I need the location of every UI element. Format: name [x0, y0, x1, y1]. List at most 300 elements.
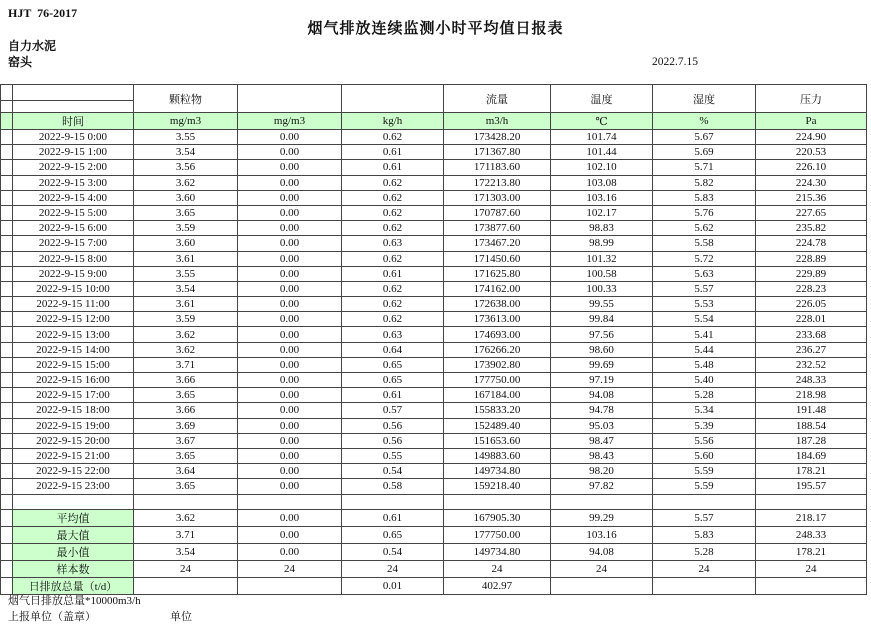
value-cell: 0.62	[342, 297, 444, 312]
value-cell: 5.56	[653, 433, 756, 448]
time-cell: 2022-9-15 1:00	[13, 145, 134, 160]
value-cell	[653, 494, 756, 509]
value-cell: 0.00	[238, 297, 342, 312]
left-gutter	[1, 327, 13, 342]
data-row	[1, 357, 867, 372]
value-cell: 155833.20	[444, 403, 551, 418]
left-gutter	[1, 312, 13, 327]
time-cell: 2022-9-15 13:00	[13, 327, 134, 342]
value-cell: 191.48	[756, 403, 867, 418]
value-cell: 0.55	[342, 448, 444, 463]
value-cell: 3.71	[134, 357, 238, 372]
unit-row	[1, 113, 867, 130]
value-cell: 215.36	[756, 190, 867, 205]
value-cell: 5.40	[653, 373, 756, 388]
value-cell: 97.56	[551, 327, 653, 342]
value-cell: 0.64	[342, 342, 444, 357]
left-gutter	[1, 85, 13, 101]
value-cell: 5.53	[653, 297, 756, 312]
value-cell: 5.62	[653, 221, 756, 236]
value-cell: 159218.40	[444, 479, 551, 494]
value-cell: 3.65	[134, 479, 238, 494]
left-gutter	[1, 509, 13, 526]
time-cell: 2022-9-15 9:00	[13, 266, 134, 281]
left-gutter	[1, 221, 13, 236]
data-row	[1, 403, 867, 418]
value-cell: 0.00	[238, 388, 342, 403]
value-cell: 3.62	[134, 342, 238, 357]
data-row	[1, 342, 867, 357]
value-cell: 100.33	[551, 281, 653, 296]
value-cell: 98.43	[551, 448, 653, 463]
data-row	[1, 297, 867, 312]
unit-mgm3-2: mg/m3	[238, 113, 342, 130]
page-title: 烟气排放连续监测小时平均值日报表	[307, 21, 564, 37]
data-row	[1, 160, 867, 175]
left-gutter	[1, 494, 13, 509]
value-cell: 228.23	[756, 281, 867, 296]
value-cell	[551, 494, 653, 509]
value-cell: 0.63	[342, 327, 444, 342]
time-cell	[13, 494, 134, 509]
value-cell: 178.21	[756, 543, 867, 560]
value-cell: 3.65	[134, 448, 238, 463]
value-cell: 0.62	[342, 221, 444, 236]
value-cell: 232.52	[756, 357, 867, 372]
summary-label: 日排放总量（t/d）	[13, 577, 134, 594]
value-cell	[238, 577, 342, 594]
value-cell: 3.62	[134, 509, 238, 526]
value-cell: 173877.60	[444, 221, 551, 236]
left-gutter	[1, 357, 13, 372]
value-cell: 224.30	[756, 175, 867, 190]
left-gutter	[1, 560, 13, 577]
value-cell: 224.78	[756, 236, 867, 251]
value-cell: 0.62	[342, 190, 444, 205]
company-name: 自力水泥	[8, 39, 57, 53]
value-cell: 173467.20	[444, 236, 551, 251]
data-row	[1, 281, 867, 296]
data-row	[1, 327, 867, 342]
value-cell: 248.33	[756, 373, 867, 388]
value-cell: 3.60	[134, 190, 238, 205]
value-cell: 195.57	[756, 479, 867, 494]
value-cell: 99.69	[551, 357, 653, 372]
value-cell: 24	[134, 560, 238, 577]
left-gutter	[1, 388, 13, 403]
station-name: 窑头	[8, 55, 33, 69]
value-cell: 0.61	[342, 388, 444, 403]
data-rows	[1, 130, 867, 595]
value-cell: 226.10	[756, 160, 867, 175]
value-cell: 187.28	[756, 433, 867, 448]
value-cell: 0.54	[342, 543, 444, 560]
time-cell: 2022-9-15 17:00	[13, 388, 134, 403]
value-cell: 5.69	[653, 145, 756, 160]
time-cell: 2022-9-15 18:00	[13, 403, 134, 418]
time-cell: 2022-9-15 3:00	[13, 175, 134, 190]
group-header-blank-2	[342, 85, 444, 113]
value-cell: 0.65	[342, 373, 444, 388]
value-cell: 0.00	[238, 433, 342, 448]
value-cell: 0.00	[238, 251, 342, 266]
value-cell: 3.54	[134, 281, 238, 296]
value-cell: 0.00	[238, 448, 342, 463]
value-cell: 173902.80	[444, 357, 551, 372]
time-cell: 2022-9-15 0:00	[13, 130, 134, 145]
left-gutter	[1, 464, 13, 479]
value-cell: 167184.00	[444, 388, 551, 403]
left-gutter	[1, 160, 13, 175]
group-header-flow: 流量	[444, 85, 551, 113]
left-gutter	[1, 101, 13, 113]
data-row	[1, 130, 867, 145]
summary-row-min	[1, 543, 867, 560]
value-cell: 24	[444, 560, 551, 577]
value-cell: 98.83	[551, 221, 653, 236]
value-cell: 24	[342, 560, 444, 577]
value-cell: 0.01	[342, 577, 444, 594]
value-cell: 0.61	[342, 509, 444, 526]
value-cell: 3.71	[134, 526, 238, 543]
time-cell: 2022-9-15 20:00	[13, 433, 134, 448]
value-cell: 0.00	[238, 221, 342, 236]
value-cell	[134, 577, 238, 594]
value-cell: 0.56	[342, 433, 444, 448]
value-cell: 188.54	[756, 418, 867, 433]
value-cell: 149883.60	[444, 448, 551, 463]
header-time-blank-bottom	[13, 101, 134, 113]
summary-label: 最大值	[13, 526, 134, 543]
value-cell: 0.00	[238, 342, 342, 357]
value-cell	[551, 577, 653, 594]
value-cell: 0.00	[238, 266, 342, 281]
value-cell: 218.17	[756, 509, 867, 526]
value-cell: 184.69	[756, 448, 867, 463]
value-cell: 226.05	[756, 297, 867, 312]
left-gutter	[1, 448, 13, 463]
value-cell: 236.27	[756, 342, 867, 357]
value-cell: 98.20	[551, 464, 653, 479]
value-cell: 5.58	[653, 236, 756, 251]
group-header-humidity: 湿度	[653, 85, 756, 113]
value-cell: 5.54	[653, 312, 756, 327]
value-cell: 0.62	[342, 175, 444, 190]
left-gutter	[1, 526, 13, 543]
value-cell: 3.54	[134, 145, 238, 160]
data-row	[1, 190, 867, 205]
value-cell: 5.59	[653, 464, 756, 479]
unit-kgh: kg/h	[342, 113, 444, 130]
value-cell: 5.57	[653, 509, 756, 526]
time-cell: 2022-9-15 16:00	[13, 373, 134, 388]
value-cell: 0.00	[238, 357, 342, 372]
value-cell: 224.90	[756, 130, 867, 145]
value-cell: 0.00	[238, 418, 342, 433]
left-gutter	[1, 251, 13, 266]
value-cell	[653, 577, 756, 594]
value-cell: 402.97	[444, 577, 551, 594]
value-cell: 0.00	[238, 205, 342, 220]
value-cell: 151653.60	[444, 433, 551, 448]
value-cell: 103.16	[551, 526, 653, 543]
time-cell: 2022-9-15 5:00	[13, 205, 134, 220]
value-cell: 171450.60	[444, 251, 551, 266]
value-cell: 149734.80	[444, 464, 551, 479]
standard-code: HJT 76-2017	[8, 6, 78, 20]
summary-row-average	[1, 509, 867, 526]
value-cell: 235.82	[756, 221, 867, 236]
unit-m3h: m3/h	[444, 113, 551, 130]
value-cell: 24	[653, 560, 756, 577]
value-cell: 94.08	[551, 388, 653, 403]
value-cell: 149734.80	[444, 543, 551, 560]
value-cell	[134, 494, 238, 509]
value-cell: 227.65	[756, 205, 867, 220]
value-cell: 99.55	[551, 297, 653, 312]
value-cell: 0.00	[238, 464, 342, 479]
report-unit-label: 上报单位（盖章）	[8, 611, 96, 623]
value-cell: 5.39	[653, 418, 756, 433]
summary-label: 最小值	[13, 543, 134, 560]
value-cell: 3.62	[134, 327, 238, 342]
value-cell: 5.28	[653, 388, 756, 403]
value-cell: 98.47	[551, 433, 653, 448]
left-gutter	[1, 236, 13, 251]
value-cell: 171625.80	[444, 266, 551, 281]
value-cell: 0.58	[342, 479, 444, 494]
value-cell: 3.60	[134, 236, 238, 251]
value-cell: 5.67	[653, 130, 756, 145]
data-row	[1, 175, 867, 190]
value-cell: 5.72	[653, 251, 756, 266]
value-cell: 0.00	[238, 175, 342, 190]
value-cell: 3.55	[134, 130, 238, 145]
left-gutter	[1, 205, 13, 220]
value-cell: 218.98	[756, 388, 867, 403]
value-cell: 0.57	[342, 403, 444, 418]
value-cell: 0.62	[342, 251, 444, 266]
report-date: 2022.7.15	[652, 56, 698, 68]
time-cell: 2022-9-15 10:00	[13, 281, 134, 296]
left-gutter	[1, 266, 13, 281]
left-gutter	[1, 130, 13, 145]
value-cell: 0.54	[342, 464, 444, 479]
data-row	[1, 479, 867, 494]
value-cell: 177750.00	[444, 373, 551, 388]
value-cell: 174693.00	[444, 327, 551, 342]
data-row	[1, 448, 867, 463]
data-row	[1, 251, 867, 266]
value-cell: 152489.40	[444, 418, 551, 433]
value-cell: 3.67	[134, 433, 238, 448]
flow-note: 烟气日排放总量*10000m3/h	[8, 595, 141, 607]
data-row	[1, 221, 867, 236]
value-cell: 220.53	[756, 145, 867, 160]
value-cell	[756, 577, 867, 594]
value-cell: 5.48	[653, 357, 756, 372]
value-cell: 3.66	[134, 403, 238, 418]
value-cell: 103.08	[551, 175, 653, 190]
group-header-pressure: 压力	[756, 85, 867, 113]
time-cell: 2022-9-15 12:00	[13, 312, 134, 327]
value-cell: 173613.00	[444, 312, 551, 327]
value-cell: 24	[238, 560, 342, 577]
value-cell: 94.08	[551, 543, 653, 560]
value-cell: 3.65	[134, 205, 238, 220]
value-cell: 5.83	[653, 526, 756, 543]
value-cell: 3.62	[134, 175, 238, 190]
group-header-blank-1	[238, 85, 342, 113]
value-cell: 0.00	[238, 312, 342, 327]
data-row	[1, 464, 867, 479]
value-cell: 0.00	[238, 327, 342, 342]
value-cell: 0.00	[238, 145, 342, 160]
value-cell: 3.65	[134, 388, 238, 403]
value-cell: 5.63	[653, 266, 756, 281]
value-cell: 97.82	[551, 479, 653, 494]
header-time-blank-top	[13, 85, 134, 101]
header-rows	[1, 85, 867, 130]
value-cell: 0.00	[238, 373, 342, 388]
value-cell: 3.59	[134, 221, 238, 236]
value-cell: 3.66	[134, 373, 238, 388]
value-cell: 171183.60	[444, 160, 551, 175]
value-cell: 167905.30	[444, 509, 551, 526]
value-cell: 177750.00	[444, 526, 551, 543]
value-cell: 0.61	[342, 266, 444, 281]
value-cell: 0.62	[342, 130, 444, 145]
time-cell: 2022-9-15 21:00	[13, 448, 134, 463]
value-cell: 228.01	[756, 312, 867, 327]
group-header-temperature: 温度	[551, 85, 653, 113]
data-row	[1, 433, 867, 448]
time-cell: 2022-9-15 7:00	[13, 236, 134, 251]
header-time: 时间	[13, 113, 134, 130]
data-row	[1, 266, 867, 281]
value-cell: 3.64	[134, 464, 238, 479]
value-cell: 24	[756, 560, 867, 577]
value-cell: 5.83	[653, 190, 756, 205]
value-cell: 0.00	[238, 160, 342, 175]
value-cell: 5.57	[653, 281, 756, 296]
value-cell: 3.55	[134, 266, 238, 281]
value-cell: 5.60	[653, 448, 756, 463]
left-gutter	[1, 479, 13, 494]
value-cell: 0.00	[238, 526, 342, 543]
unit-label: 单位	[170, 611, 192, 623]
value-cell: 0.61	[342, 160, 444, 175]
value-cell: 0.00	[238, 543, 342, 560]
value-cell: 0.56	[342, 418, 444, 433]
value-cell: 0.61	[342, 145, 444, 160]
value-cell: 98.60	[551, 342, 653, 357]
value-cell: 0.00	[238, 281, 342, 296]
value-cell: 99.84	[551, 312, 653, 327]
value-cell: 0.00	[238, 236, 342, 251]
value-cell: 0.62	[342, 281, 444, 296]
value-cell: 170787.60	[444, 205, 551, 220]
value-cell: 5.44	[653, 342, 756, 357]
value-cell: 0.00	[238, 403, 342, 418]
value-cell: 3.54	[134, 543, 238, 560]
left-gutter	[1, 543, 13, 560]
value-cell: 5.28	[653, 543, 756, 560]
value-cell	[756, 494, 867, 509]
value-cell: 0.62	[342, 312, 444, 327]
value-cell: 24	[551, 560, 653, 577]
value-cell: 97.19	[551, 373, 653, 388]
value-cell: 0.62	[342, 205, 444, 220]
value-cell: 5.59	[653, 479, 756, 494]
value-cell: 172213.80	[444, 175, 551, 190]
value-cell: 99.29	[551, 509, 653, 526]
time-cell: 2022-9-15 22:00	[13, 464, 134, 479]
summary-label: 样本数	[13, 560, 134, 577]
data-row	[1, 388, 867, 403]
left-gutter	[1, 297, 13, 312]
value-cell: 171367.80	[444, 145, 551, 160]
data-row	[1, 145, 867, 160]
value-cell: 3.56	[134, 160, 238, 175]
value-cell: 5.34	[653, 403, 756, 418]
time-cell: 2022-9-15 6:00	[13, 221, 134, 236]
summary-label: 平均值	[13, 509, 134, 526]
left-gutter	[1, 113, 13, 130]
value-cell: 229.89	[756, 266, 867, 281]
value-cell: 176266.20	[444, 342, 551, 357]
value-cell: 101.32	[551, 251, 653, 266]
data-row	[1, 312, 867, 327]
value-cell: 0.00	[238, 479, 342, 494]
left-gutter	[1, 433, 13, 448]
value-cell: 100.58	[551, 266, 653, 281]
unit-percent: %	[653, 113, 756, 130]
value-cell: 94.78	[551, 403, 653, 418]
data-row	[1, 418, 867, 433]
value-cell: 233.68	[756, 327, 867, 342]
value-cell: 3.61	[134, 297, 238, 312]
left-gutter	[1, 403, 13, 418]
value-cell: 171303.00	[444, 190, 551, 205]
group-header-row	[1, 85, 867, 101]
summary-row-max	[1, 526, 867, 543]
left-gutter	[1, 373, 13, 388]
value-cell: 5.76	[653, 205, 756, 220]
value-cell: 5.71	[653, 160, 756, 175]
value-cell: 3.59	[134, 312, 238, 327]
value-cell: 0.00	[238, 190, 342, 205]
value-cell: 5.82	[653, 175, 756, 190]
unit-pa: Pa	[756, 113, 867, 130]
value-cell: 95.03	[551, 418, 653, 433]
left-gutter	[1, 281, 13, 296]
unit-mgm3-1: mg/m3	[134, 113, 238, 130]
value-cell: 101.74	[551, 130, 653, 145]
left-gutter	[1, 342, 13, 357]
value-cell: 174162.00	[444, 281, 551, 296]
unit-celsius: ℃	[551, 113, 653, 130]
value-cell: 0.65	[342, 357, 444, 372]
left-gutter	[1, 145, 13, 160]
value-cell: 0.65	[342, 526, 444, 543]
value-cell: 5.41	[653, 327, 756, 342]
time-cell: 2022-9-15 2:00	[13, 160, 134, 175]
time-cell: 2022-9-15 8:00	[13, 251, 134, 266]
value-cell	[444, 494, 551, 509]
time-cell: 2022-9-15 14:00	[13, 342, 134, 357]
value-cell: 248.33	[756, 526, 867, 543]
